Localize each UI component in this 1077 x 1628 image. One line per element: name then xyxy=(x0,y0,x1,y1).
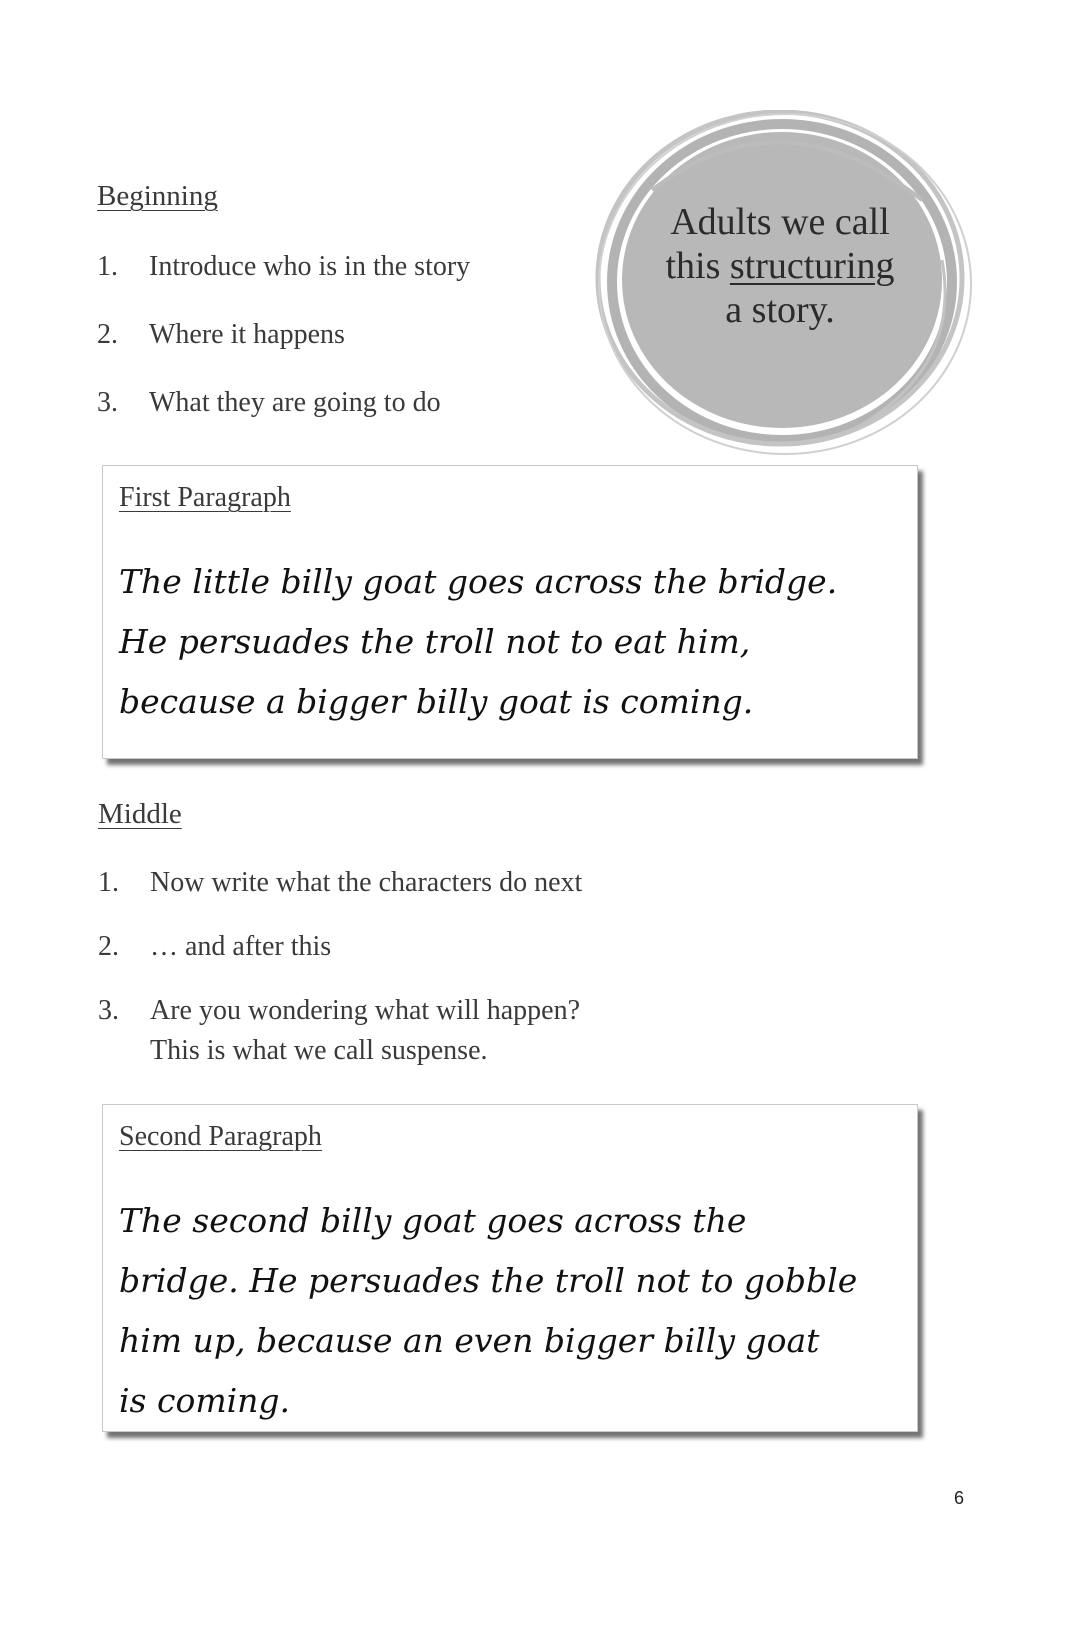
handwriting-line: is coming. xyxy=(119,1381,291,1420)
callout-underlined-word: structuring xyxy=(729,245,895,287)
list-item-text: Introduce who is in the story xyxy=(149,251,471,282)
handwriting-line: The little billy goat goes across the bridge. xyxy=(119,562,838,601)
handwriting-line: He persuades the troll not to eat him, xyxy=(119,622,751,661)
handwriting-line: bridge. He persuades the troll not to gobble xyxy=(119,1261,858,1300)
list-item-number: 2. xyxy=(98,931,119,962)
list-item xyxy=(97,386,577,454)
beginning-heading: Beginning xyxy=(97,180,218,212)
list-item-text: Are you wondering what will happen? xyxy=(150,995,580,1026)
list-item xyxy=(97,250,577,318)
callout-line2: this structuring xyxy=(665,245,895,287)
list-item-number: 1. xyxy=(97,251,118,282)
list-item-number: 2. xyxy=(97,319,118,350)
middle-heading: Middle xyxy=(98,798,182,830)
first-paragraph-box xyxy=(102,465,918,759)
list-item-text: … and after this xyxy=(150,931,332,962)
list-item-text: Where it happens xyxy=(149,319,345,350)
list-item xyxy=(98,930,718,994)
list-item xyxy=(97,318,577,386)
page-number: 6 xyxy=(954,1488,965,1508)
callout-line3: a story. xyxy=(725,289,835,331)
list-item-text: Now write what the characters do next xyxy=(150,867,583,898)
handwriting-line: him up, because an even bigger billy goat xyxy=(119,1321,820,1360)
second-paragraph-box xyxy=(102,1104,918,1432)
list-item xyxy=(98,994,718,1084)
callout-line1: Adults we call xyxy=(670,201,890,243)
handwriting-line: The second billy goat goes across the xyxy=(119,1201,747,1240)
beginning-list xyxy=(97,250,577,454)
list-item-number: 3. xyxy=(98,995,119,1026)
list-item xyxy=(98,866,718,930)
list-item-number: 3. xyxy=(97,387,118,418)
first-paragraph-label: First Paragraph xyxy=(119,482,291,513)
first-paragraph-text xyxy=(119,552,837,732)
list-item-number: 1. xyxy=(98,867,119,898)
list-item-text: What they are going to do xyxy=(149,387,441,418)
callout-text xyxy=(630,200,930,332)
second-paragraph-text xyxy=(119,1191,857,1431)
handwriting-line: because a bigger billy goat is coming. xyxy=(119,682,754,721)
second-paragraph-label: Second Paragraph xyxy=(119,1121,322,1152)
list-item-text-continued: This is what we call suspense. xyxy=(150,1035,488,1066)
middle-list xyxy=(98,866,718,1084)
